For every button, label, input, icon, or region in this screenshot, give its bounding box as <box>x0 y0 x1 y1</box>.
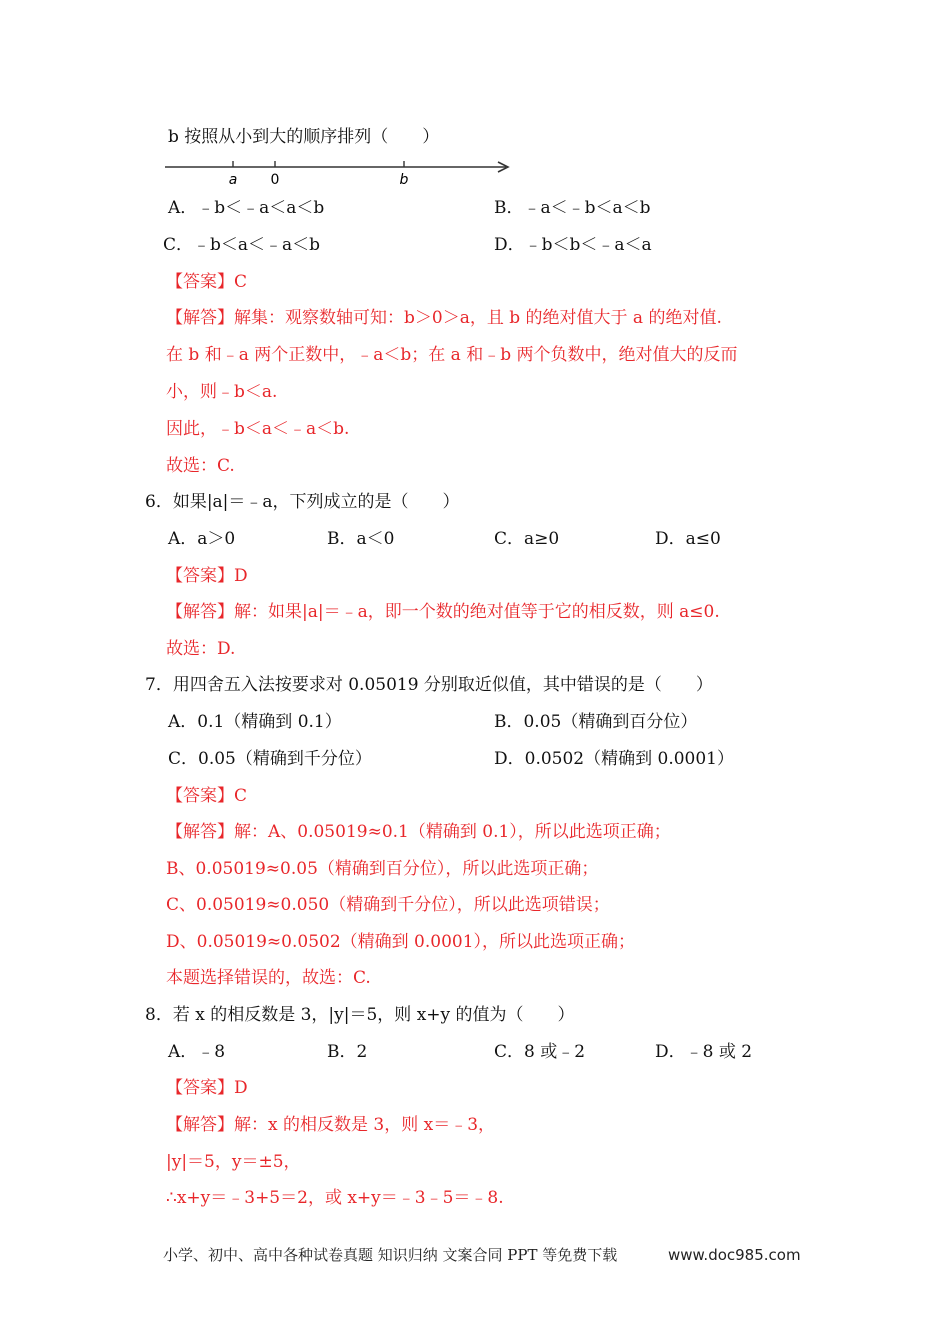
q7-stem: 7．用四舍五入法按要求对 0.05019 分别取近似值，其中错误的是（ ） <box>145 675 713 695</box>
q7-solution-line: C、0.05019≈0.050（精确到千分位），所以此选项错误； <box>166 895 610 915</box>
q5-solution-line: 在 b 和﹣a 两个正数中，﹣a＜b；在 a 和﹣b 两个负数中，绝对值大的反而 <box>166 345 738 365</box>
q6-solution-line: 故选：D. <box>166 639 236 659</box>
q8-solution-line: |y|＝5，y＝±5， <box>166 1152 301 1172</box>
number-line <box>160 154 520 188</box>
q5-option-c: C．﹣b＜a＜﹣a＜b <box>163 235 321 255</box>
q6-stem: 6．如果|a|＝﹣a，下列成立的是（ ） <box>145 492 460 512</box>
q6-option-a: A．a＞0 <box>168 529 236 549</box>
q7-option-a: A．0.1（精确到 0.1） <box>168 712 342 732</box>
q7-option-c: C．0.05（精确到千分位） <box>168 749 372 769</box>
q6-option-d: D．a≤0 <box>655 529 721 549</box>
label-b: b <box>399 172 409 188</box>
q6-answer: 【答案】D <box>166 566 248 586</box>
q5-solution-line: 故选：C. <box>166 456 235 476</box>
q6-solution-line: 【解答】解：如果|a|＝﹣a，即一个数的绝对值等于它的相反数，则 a≤0. <box>166 602 720 622</box>
q8-option-a: A．﹣8 <box>168 1042 226 1062</box>
q7-option-b: B．0.05（精确到百分位） <box>494 712 698 732</box>
q8-solution-line: ∴x+y＝﹣3+5＝2，或 x+y＝﹣3﹣5＝﹣8. <box>166 1188 504 1208</box>
q7-solution-line: D、0.05019≈0.0502（精确到 0.0001），所以此选项正确； <box>166 932 636 952</box>
footer-url[interactable]: www.doc985.com <box>668 1246 801 1264</box>
q5-solution-line: 【解答】解集：观察数轴可知：b＞0＞a，且 b 的绝对值大于 a 的绝对值. <box>166 308 722 328</box>
q5-answer: 【答案】C <box>166 272 248 292</box>
q6-option-b: B．a＜0 <box>327 529 395 549</box>
q5-option-b: B．﹣a＜﹣b＜a＜b <box>494 198 651 218</box>
q5-option-a: A．﹣b＜﹣a＜a＜b <box>168 198 325 218</box>
q8-option-b: B．2 <box>327 1042 368 1062</box>
q5-solution-line: 因此，﹣b＜a＜﹣a＜b. <box>166 419 350 439</box>
q7-solution-line: B、0.05019≈0.05（精确到百分位），所以此选项正确； <box>166 859 599 879</box>
q7-solution-line: 【解答】解：A、0.05019≈0.1（精确到 0.1），所以此选项正确； <box>166 822 671 842</box>
q8-stem: 8．若 x 的相反数是 3，|y|＝5，则 x+y 的值为（ ） <box>145 1005 575 1025</box>
q8-option-c: C．8 或﹣2 <box>494 1042 586 1062</box>
q7-option-d: D．0.0502（精确到 0.0001） <box>494 749 735 769</box>
q7-answer: 【答案】C <box>166 786 248 806</box>
q5-solution-line: 小，则﹣b＜a. <box>166 382 278 402</box>
q8-option-d: D．﹣8 或 2 <box>655 1042 753 1062</box>
q7-solution-line: 本题选择错误的，故选：C. <box>166 968 371 988</box>
label-0: 0 <box>270 172 280 188</box>
q6-option-c: C．a≥0 <box>494 529 560 549</box>
footer-text: 小学、初中、高中各种试卷真题 知识归纳 文案合同 PPT 等免费下载 <box>163 1246 618 1264</box>
q8-answer: 【答案】D <box>166 1078 248 1098</box>
q8-solution-line: 【解答】解：x 的相反数是 3，则 x＝﹣3， <box>166 1115 496 1135</box>
q5-option-d: D．﹣b＜b＜﹣a＜a <box>494 235 652 255</box>
q5-stem: b 按照从小到大的顺序排列（ ） <box>168 127 440 147</box>
label-a: a <box>228 172 238 188</box>
